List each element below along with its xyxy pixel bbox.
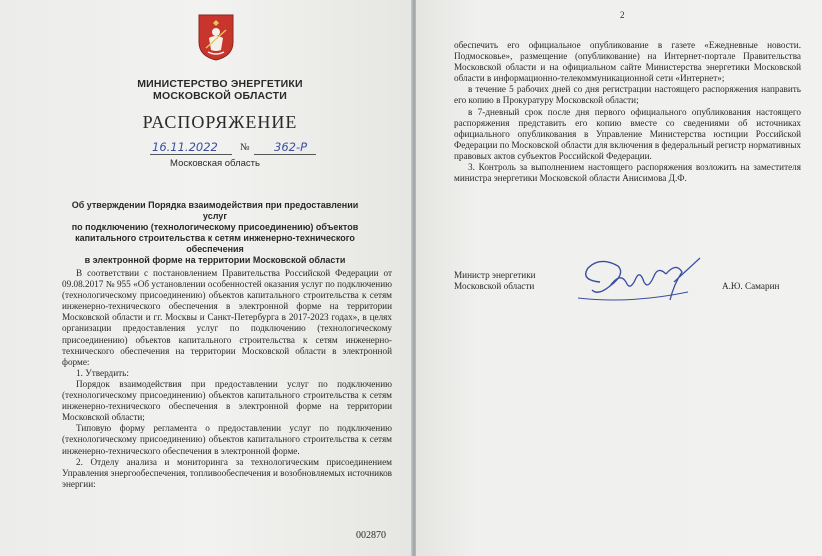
title-line: Об утверждении Порядка взаимодействия при предоставлении услуг [71, 200, 359, 221]
number-underline [254, 154, 316, 155]
left-body-text [62, 268, 392, 490]
paragraph: в 7-дневный срок после дня первого официального опубликования настоящего распоряжения представить его копию вместе со сведениями об источниках официального опубликования в Управление Министерства юстиции Российской Федерации по Московской области для включения в федеральный регистр нормативных правовых актов субъектов Российской Федерации. [454, 106, 801, 161]
document-number: 362-Р [274, 140, 308, 154]
paragraph: В соответствии с постановлением Правительства Российской Федерации от 09.08.2017 № 955 «Об установлении особенностей оказания услуг по подключению (технологическому присоединению) объектов капитального строительства к сетям инженерно-технического обеспечения в электронной форме на территории Московской области и гг. Москвы и Санкт-Петербурга в 2017-2023 годах», в целях организации предоставления услуг по подключению (технологическому присоединению) объектов капитального строительства к сетям инженерно-технического обеспечения на территории Московской области в электронной форме: [62, 268, 392, 367]
paragraph: Порядок взаимодействия при предоставлении услуг по подключению (технологическому присоединению) объектов капитального строительства к сетям инженерно-технического обеспечения в электронной форме на территории Московской области; [62, 378, 392, 423]
date-number-line [146, 140, 326, 158]
document-serial: 002870 [356, 530, 386, 541]
document-title [60, 200, 370, 266]
number-label: № [240, 142, 250, 153]
right-body-text [454, 40, 801, 184]
title-line: капитального строительства к сетям инженерно-технического обеспечения [75, 233, 355, 254]
moscow-region-crest-icon [196, 12, 236, 62]
ministry-line: МИНИСТЕРСТВО ЭНЕРГЕТИКИ [137, 78, 303, 90]
date-underline [150, 154, 232, 155]
ministry-line: МОСКОВСКОЙ ОБЛАСТИ [153, 90, 287, 102]
title-line: в электронной форме на территории Московской области [84, 255, 346, 265]
signer-title-line: Московской области [454, 281, 535, 292]
handwritten-signature-icon [570, 252, 710, 308]
document-type: РАСПОРЯЖЕНИЕ [142, 112, 298, 132]
paragraph: 1. Утвердить: [76, 367, 129, 378]
region-label: Московская область [170, 158, 260, 169]
paragraph: Типовую форму регламента о предоставлении услуг по подключению (технологическому присоединению) объектов капитального строительства к сетям инженерно-технического обеспечения в электронной форме. [62, 423, 392, 456]
document-date: 16.11.2022 [152, 140, 218, 154]
signer-name: А.Ю. Самарин [722, 281, 780, 291]
paragraph: обеспечить его официальное опубликование в газете «Ежедневные новости. Подмосковье», размещение (опубликование) на Интернет-портале Правительства Московской области и на официальном сайте Министерства энергетики Московской области в информационно-телекоммуникационной сети «Интернет»; [454, 40, 801, 84]
paragraph: 2. Отделу анализа и мониторинга за технологическим присоединением Управления энергообеспечения, топливообеспечения и возобновляемых источников энергии: [62, 456, 393, 489]
signer-title-line: Министр энергетики [454, 270, 536, 280]
title-line: по подключению (технологическому присоединению) объектов [71, 222, 359, 232]
paragraph: в течение 5 рабочих дней со дня регистрации настоящего распоряжения направить его копию в Прокуратуру Московской области; [454, 84, 801, 106]
page-number: 2 [620, 10, 625, 20]
ministry-name [120, 78, 320, 102]
paragraph: 3. Контроль за выполнением настоящего распоряжения возложить на заместителя министра энергетики Московской области Анисимова Д.Ф. [454, 162, 801, 184]
signer-title [454, 270, 536, 292]
